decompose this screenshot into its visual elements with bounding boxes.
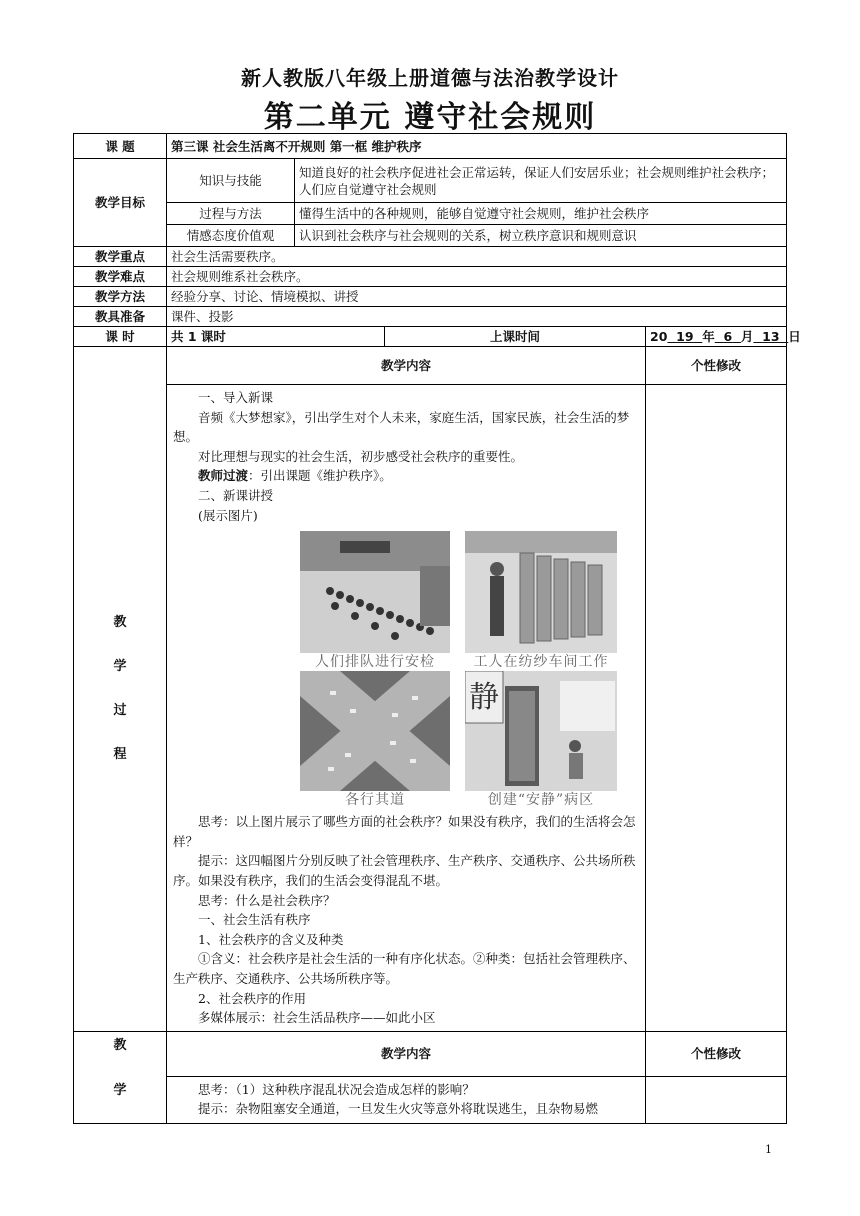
content-p11: 1、社会秩序的含义及种类: [198, 931, 344, 947]
photo-queue-security: [300, 531, 450, 653]
content-header: 教学内容: [167, 347, 646, 385]
teaching-content-2: [167, 1076, 646, 1123]
photo-intersection: [300, 671, 450, 791]
photo-textile-workers: [465, 531, 617, 653]
process-label-2: 教 学: [74, 1031, 167, 1123]
content-p6: (展示图片): [198, 507, 258, 523]
content-p15: 思考：（1）这种秩序混乱状况会造成怎样的影响？: [198, 1081, 475, 1097]
content-p10: 一、社会生活有秩序: [198, 912, 311, 928]
process-label: 教 学 过 程: [74, 347, 167, 1032]
document-title: 新人教版八年级上册道德与法治教学设计: [241, 66, 619, 90]
lesson-date: 20 19 年 6 月 13 日: [646, 327, 787, 347]
caption-3: 各行其道: [345, 792, 405, 809]
lesson-plan-table: [73, 133, 801, 1124]
topic-value: 第三课 社会生活离不开规则 第一框 维护秩序: [167, 134, 787, 159]
goal-text-attitude: 认识到社会秩序与社会规则的关系，树立秩序意识和规则意识: [295, 225, 787, 247]
difficulty-label: 教学难点: [74, 267, 167, 287]
content-p5: 二、新课讲授: [198, 487, 274, 503]
key-label: 教学重点: [74, 247, 167, 267]
content-p14: 多媒体展示：社会生活品秩序——如此小区: [198, 1010, 436, 1026]
content-p16: 提示：杂物阻塞安全通道，一旦发生火灾等意外将耽误逃生，且杂物易燃: [198, 1101, 599, 1117]
difficulty-value: 社会规则维系社会秩序。: [167, 267, 787, 287]
caption-2: 工人在纺纱车间工作: [473, 654, 609, 671]
key-value: 社会生活需要秩序。: [167, 247, 787, 267]
modify-cell-2: [646, 1076, 787, 1123]
goal-text-knowledge: 知道良好的社会秩序促进社会正常运转，保证人们安居乐业；社会规则维护社会秩序；人们应自觉遵守社会规则: [295, 159, 787, 203]
tools-label: 教具准备: [74, 307, 167, 327]
content-p13: 2、社会秩序的作用: [198, 990, 306, 1006]
goals-label: 教学目标: [74, 159, 167, 247]
content-p9: 思考：什么是社会秩序？: [198, 892, 336, 908]
photo-grid: [300, 531, 639, 809]
hours-label: 课 时: [74, 327, 167, 347]
content-p4: 教师过渡：引出课题《维护秩序》。: [198, 468, 392, 484]
teaching-content: [167, 385, 646, 1032]
goal-text-process: 懂得生活中的各种规则，能够自觉遵守社会规则，维护社会秩序: [295, 203, 787, 225]
unit-title: 第二单元 遵守社会规则: [263, 100, 597, 135]
modify-header: 个性修改: [646, 347, 787, 385]
method-value: 经验分享、讨论、情境模拟、讲授: [167, 287, 787, 307]
caption-4: 创建“安静”病区: [487, 792, 595, 809]
content-p1: 一、导入新课: [198, 390, 274, 405]
modify-cell: [646, 385, 787, 1032]
goal-label-attitude: 情感态度价值观: [167, 225, 295, 247]
modify-header-2: 个性修改: [646, 1031, 787, 1076]
goal-label-knowledge: 知识与技能: [167, 159, 295, 203]
content-header-2: 教学内容: [167, 1031, 646, 1076]
hours-value: 共 1 课时: [167, 327, 385, 347]
photo-quiet-ward: [465, 671, 617, 791]
caption-1: 人们排队进行安检: [315, 654, 435, 671]
method-label: 教学方法: [74, 287, 167, 307]
time-label: 上课时间: [385, 327, 646, 347]
content-p8: 提示：这四幅图片分别反映了社会管理秩序、生产秩序、交通秩序、公共场所秩序。如果没有秩序，我们的生活会变得混乱不堪。: [173, 853, 636, 888]
goal-label-process: 过程与方法: [167, 203, 295, 225]
page-number: 1: [765, 1143, 772, 1156]
content-p12: ①含义：社会秩序是社会生活的一种有序化状态。②种类：包括社会管理秩序、生产秩序、交通秩序、公共场所秩序等。: [173, 951, 636, 986]
topic-label: 课 题: [74, 134, 167, 159]
tools-value: 课件、投影: [167, 307, 787, 327]
content-p3: 对比理想与现实的社会生活，初步感受社会秩序的重要性。: [198, 448, 524, 464]
quiet-sign: 静: [469, 680, 499, 716]
content-p2: 音频《大梦想家》，引出学生对个人未来，家庭生活，国家民族，社会生活的梦想。: [173, 409, 630, 445]
content-p7: 思考：以上图片展示了哪些方面的社会秩序？如果没有秩序，我们的生活将会怎样？: [173, 814, 636, 849]
